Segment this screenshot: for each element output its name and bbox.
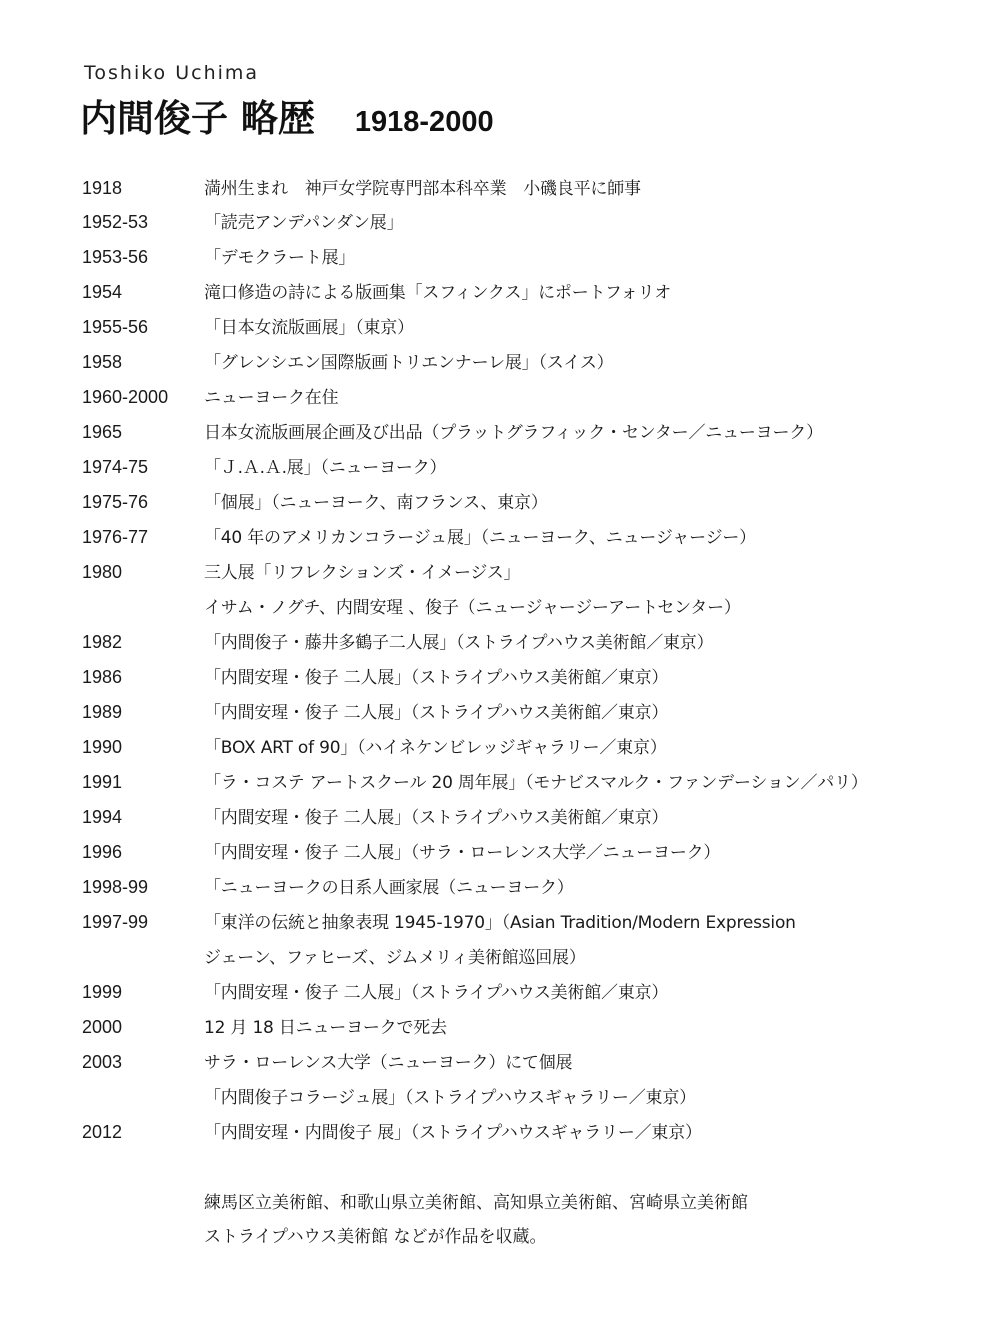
entry-text: 「内間安瑆・俊子 二人展」（ストライプハウス美術館／東京） — [204, 703, 669, 723]
entry-text: 「東洋の伝統と抽象表現 1945-1970」（Asian Tradition/Modern Expression — [204, 913, 796, 933]
biography-entry — [82, 383, 962, 418]
biography-entry — [82, 628, 962, 663]
biography-entry — [82, 838, 962, 873]
biography-entry — [82, 558, 962, 593]
entry-year: 1918 — [82, 178, 123, 198]
entry-year: 1974-75 — [82, 457, 149, 477]
entry-text: 滝口修造の詩による版画集「スフィンクス」にポートフォリオ — [204, 283, 671, 303]
entry-text: 「内間俊子コラージュ展」（ストライプハウスギャラリー／東京） — [204, 1088, 696, 1108]
entry-year: 1998-99 — [82, 877, 149, 897]
entry-year: 1997-99 — [82, 912, 149, 932]
title-row — [80, 88, 494, 140]
entry-text: 三人展「リフレクションズ・イメージス」 — [204, 563, 521, 583]
entry-text: 「内間安瑆・俊子 二人展」（ストライプハウス美術館／東京） — [204, 668, 669, 688]
biography-entry — [82, 698, 962, 733]
biography-entry — [82, 873, 962, 908]
biography-entry — [82, 208, 962, 243]
entry-year: 1955-56 — [82, 317, 149, 337]
biography-entry — [82, 1048, 962, 1083]
entry-year: 1980 — [82, 562, 123, 582]
entry-text: 満州生まれ 神戸女学院専門部本科卒業 小磯良平に師事 — [204, 179, 641, 199]
biography-entry — [82, 978, 962, 1013]
entry-year: 1994 — [82, 807, 123, 827]
entry-text: 日本女流版画展企画及び出品（プラットグラフィック・センター／ニューヨーク） — [204, 423, 823, 443]
entry-year: 1976-77 — [82, 527, 149, 547]
biography-entry — [82, 278, 962, 313]
entry-text: ニューヨーク在住 — [204, 388, 339, 408]
entry-year: 1958 — [82, 352, 123, 372]
collections-line: 練馬区立美術館、和歌山県立美術館、高知県立美術館、宮崎県立美術館 — [204, 1193, 748, 1213]
entry-year: 1986 — [82, 667, 123, 687]
entry-text: 「ラ・コステ アートスクール 20 周年展」（モナビスマルク・ファンデーション／パリ） — [204, 773, 868, 793]
entry-year: 1991 — [82, 772, 123, 792]
life-years: 1918-2000 — [354, 106, 494, 138]
biography-entry — [82, 523, 962, 558]
biography-entry — [82, 243, 962, 278]
name-english: Toshiko Uchima — [84, 62, 260, 84]
biography-entry — [82, 908, 962, 943]
collections-line: ストライプハウス美術館 などが作品を収蔵。 — [204, 1227, 547, 1247]
entry-text: 「読売アンデパンダン展」 — [204, 213, 404, 233]
entry-text: サラ・ローレンス大学（ニューヨーク）にて個展 — [204, 1053, 573, 1073]
entry-text: 「内間安瑆・俊子 二人展」（ストライプハウス美術館／東京） — [204, 808, 669, 828]
entry-text: 12 月 18 日ニューヨークで死去 — [204, 1018, 447, 1038]
entry-text: 「個展」（ニューヨーク、南フランス、東京） — [204, 493, 548, 513]
collections-note — [204, 1186, 748, 1254]
entry-text: 「内間安瑆・俊子 二人展」（サラ・ローレンス大学／ニューヨーク） — [204, 843, 721, 863]
page-title: 内間俊子 略歴 — [80, 97, 315, 140]
entry-text: 「日本女流版画展」（東京） — [204, 318, 414, 338]
biography-entry — [82, 418, 962, 453]
biography-entry — [82, 1013, 962, 1048]
entry-year: 1953-56 — [82, 247, 149, 267]
biography-list — [82, 174, 962, 1153]
entry-year: 1990 — [82, 737, 123, 757]
biography-entry — [82, 733, 962, 768]
biography-entry — [82, 488, 962, 523]
entry-text: イサム・ノグチ、内間安瑆 、俊子（ニュージャージーアートセンター） — [204, 598, 741, 618]
entry-year: 1975-76 — [82, 492, 149, 512]
biography-entry — [82, 1118, 962, 1153]
biography-entry — [82, 593, 962, 628]
entry-year: 1996 — [82, 842, 123, 862]
entry-text: 「BOX ART of 90」（ハイネケンビレッジギャラリー／東京） — [204, 738, 667, 758]
biography-entry — [82, 943, 962, 978]
biography-entry — [82, 768, 962, 803]
entry-text: 「40 年のアメリカンコラージュ展」（ニューヨーク、ニュージャージー） — [204, 528, 756, 548]
biography-entry — [82, 803, 962, 838]
biography-entry — [82, 348, 962, 383]
biography-entry — [82, 453, 962, 488]
entry-text: 「ニューヨークの日系人画家展（ニューヨーク） — [204, 878, 574, 898]
entry-text: ジェーン、ファヒーズ、ジムメリィ美術館巡回展） — [204, 948, 586, 968]
entry-year: 1999 — [82, 982, 123, 1002]
entry-year: 2000 — [82, 1017, 123, 1037]
entry-text: 「グレンシエン国際版画トリエンナーレ展」（スイス） — [204, 353, 614, 373]
entry-year: 1982 — [82, 632, 123, 652]
entry-text: 「内間安瑆・俊子 二人展」（ストライプハウス美術館／東京） — [204, 983, 669, 1003]
entry-text: 「内間安瑆・内間俊子 展」（ストライプハウスギャラリー／東京） — [204, 1123, 702, 1143]
biography-entry — [82, 663, 962, 698]
entry-text: 「Ｊ.Ａ.Ａ.展」（ニューヨーク） — [204, 458, 447, 478]
entry-year: 1954 — [82, 282, 123, 302]
biography-entry — [82, 1083, 962, 1118]
entry-year: 1952-53 — [82, 212, 149, 232]
entry-text: 「デモクラート展」 — [204, 248, 356, 268]
biography-entry — [82, 174, 962, 208]
biography-entry — [82, 313, 962, 348]
entry-year: 1960-2000 — [82, 387, 169, 407]
entry-year: 2012 — [82, 1122, 123, 1142]
entry-year: 2003 — [82, 1052, 123, 1072]
entry-text: 「内間俊子・藤井多鶴子二人展」（ストライプハウス美術館／東京） — [204, 633, 714, 653]
entry-year: 1989 — [82, 702, 123, 722]
entry-year: 1965 — [82, 422, 123, 442]
